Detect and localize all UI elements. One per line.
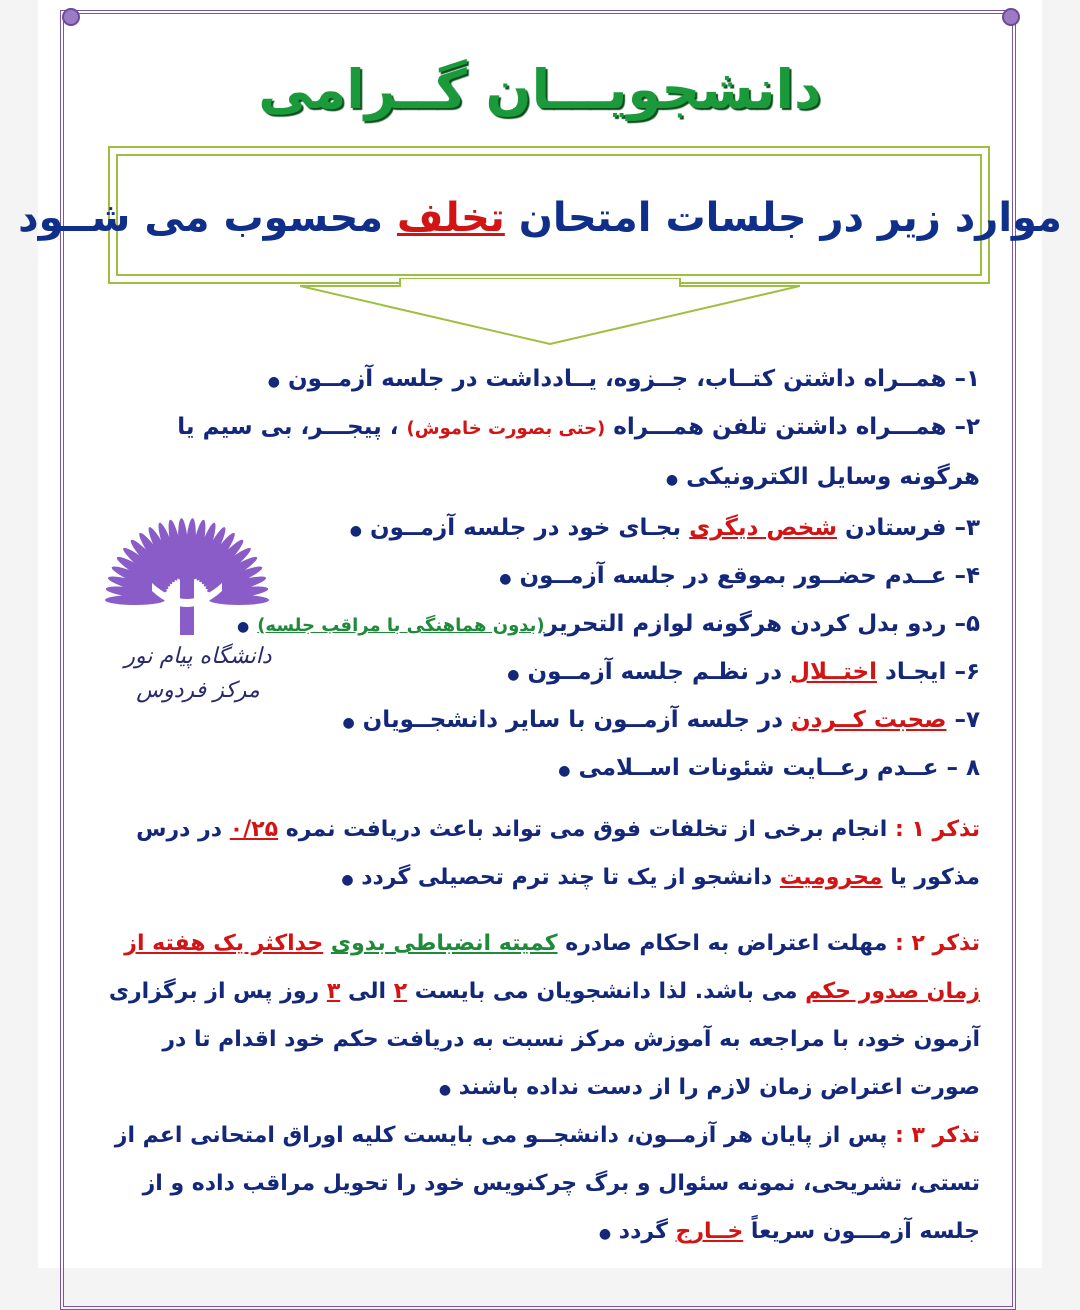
- corner-ornament-left: [62, 8, 80, 26]
- list-item: ۸ – عــدم رعــایت شئونات اســلامی ●: [558, 755, 980, 781]
- note-1: تذکر ۱ : انجام برخی از تخلفات فوق می تواند باعث دریافت نمره ۰/۲۵ در درس مذکور یا محرومیت دانشجو از یک تا چند ترم تحصیلی گردد ●: [136, 817, 980, 890]
- list-item: ۶– ایجـاد اختــلال در نظـم جلسه آزمــون ●: [507, 659, 980, 685]
- down-arrow-icon: [300, 278, 800, 348]
- note-2: تذکر ۲ : مهلت اعتراض به احکام صادره کمیته انضباطی بدوی حداکثر یک هفته از زمان صدور حکم می باشد. لذا دانشجویان می بایست ۲ الی ۳ روز پس از برگزاری آزمون خود، با مراجعه به آموزش مرکز نسبت به دریافت حکم خود اقدام تا در صورت اعتراض زمان لازم را از دست نداده باشند ●: [108, 931, 980, 1100]
- list-item: ۷– صحبت کــردن در جلسه آزمــون با سایر دانشجــویان ●: [342, 707, 980, 733]
- list-item: ۳– فرستادن شخص دیگری بجـای خود در جلسه آزمــون ●: [349, 515, 980, 541]
- corner-ornament-right: [1002, 8, 1020, 26]
- list-item: ۱– همــراه داشتن کتــاب، جــزوه، یــادداشت در جلسه آزمــون ●: [267, 366, 980, 392]
- logo-caption: دانشگاه پیام نور مرکز فردوس: [124, 644, 272, 703]
- list-item: ۴– عــدم حضــور بموقع در جلسه آزمــون ●: [499, 563, 980, 589]
- headline: موارد زیر در جلسات امتحان تخلف محسوب می شــود: [18, 195, 1062, 241]
- note-3: تذکر ۳ : پس از پایان هر آزمــون، دانشجــو می بایست کلیه اوراق امتحانی اعم از تستی، تشریحی، نمونه سئوال و برگ چرکنویس خود را تحویل مراقب داده و از جلسه آزمـــون سریعاً خــارج گردد ●: [114, 1123, 980, 1244]
- list-item: ۵– ردو بدل کردن هرگونه لوازم التحریر(بدون هماهنگی با مراقب جلسه) ●: [236, 611, 980, 637]
- list-item: ۲– همـــراه داشتن تلفن همـــراه (حتی بصورت خاموش) ، پیجـــر، بی سیم یا هرگونه وسایل الکترونیکی ●: [177, 414, 980, 490]
- page-title: دانشجویـــان گــرامی: [258, 58, 822, 121]
- headline-highlight: تخلف: [396, 195, 505, 241]
- university-logo-icon: [92, 505, 282, 645]
